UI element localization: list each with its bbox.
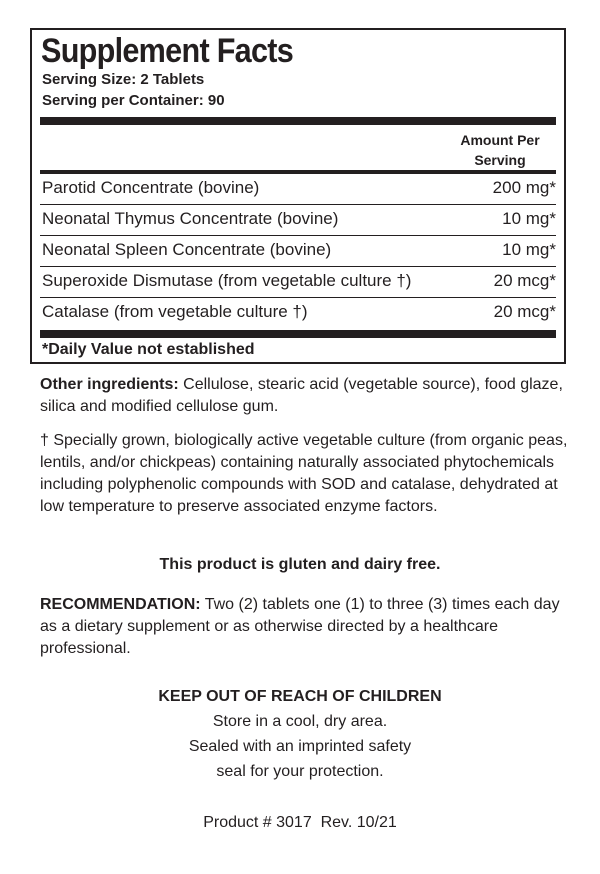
serving-size: Serving Size: 2 Tablets (42, 71, 205, 88)
table-row (40, 297, 556, 327)
ingredient-amount: 10 mg* (502, 240, 556, 259)
ingredient-name: Catalase (from vegetable culture †) (42, 302, 308, 321)
culture-note: † Specially grown, biologically active vegetable culture (from organic peas, lentils, and/or chickpeas) containing naturally associated phytochemicals including polyphenolic compounds with SOD and catalase, dehydrated at low temperature to preserve associated enzyme factors. (40, 432, 568, 515)
supplement-facts-panel (30, 28, 566, 364)
seal-line-2: seal for your protection. (216, 763, 384, 780)
table-row (40, 173, 556, 203)
daily-value-note: *Daily Value not established (42, 341, 255, 358)
panel-title: Supplement Facts (41, 32, 294, 70)
ingredient-name: Superoxide Dismutase (from vegetable culture †) (42, 271, 412, 290)
amount-header-line1: Amount Per (460, 132, 540, 148)
warning-heading: KEEP OUT OF REACH OF CHILDREN (158, 688, 442, 705)
storage-line: Store in a cool, dry area. (212, 713, 388, 730)
product-number: Product # 3017 Rev. 10/21 (203, 814, 397, 831)
amount-per-serving-header (450, 130, 550, 170)
other-ingredients (40, 374, 570, 418)
amount-header-line2: Serving (474, 152, 526, 168)
ingredient-amount: 10 mg* (502, 209, 556, 228)
ingredient-amount: 20 mcg* (493, 302, 556, 321)
ingredient-name: Neonatal Thymus Concentrate (bovine) (42, 209, 339, 228)
header-rule (40, 117, 556, 125)
ingredient-name: Neonatal Spleen Concentrate (bovine) (42, 240, 332, 259)
ingredient-amount: 200 mg* (492, 178, 556, 197)
ingredient-name: Parotid Concentrate (bovine) (42, 178, 260, 197)
table-row (40, 266, 556, 296)
other-ingredients-text: Cellulose, stearic acid (vegetable source), food glaze, silica and modified cellulose gum. (40, 376, 563, 415)
recommendation (40, 594, 570, 660)
footer-rule (40, 330, 556, 338)
servings-per-container: Serving per Container: 90 (42, 92, 225, 109)
recommendation-text: Two (2) tablets one (1) to three (3) times each day as a dietary supplement or as otherwise directed by a healthcare professional. (40, 596, 560, 657)
recommendation-label: RECOMMENDATION: (40, 596, 201, 613)
table-row (40, 204, 556, 234)
table-row (40, 235, 556, 265)
ingredient-amount: 20 mcg* (493, 271, 556, 290)
seal-line-1: Sealed with an imprinted safety (188, 738, 412, 755)
other-ingredients-label: Other ingredients: (40, 376, 179, 393)
gluten-dairy-statement: This product is gluten and dairy free. (159, 556, 441, 573)
